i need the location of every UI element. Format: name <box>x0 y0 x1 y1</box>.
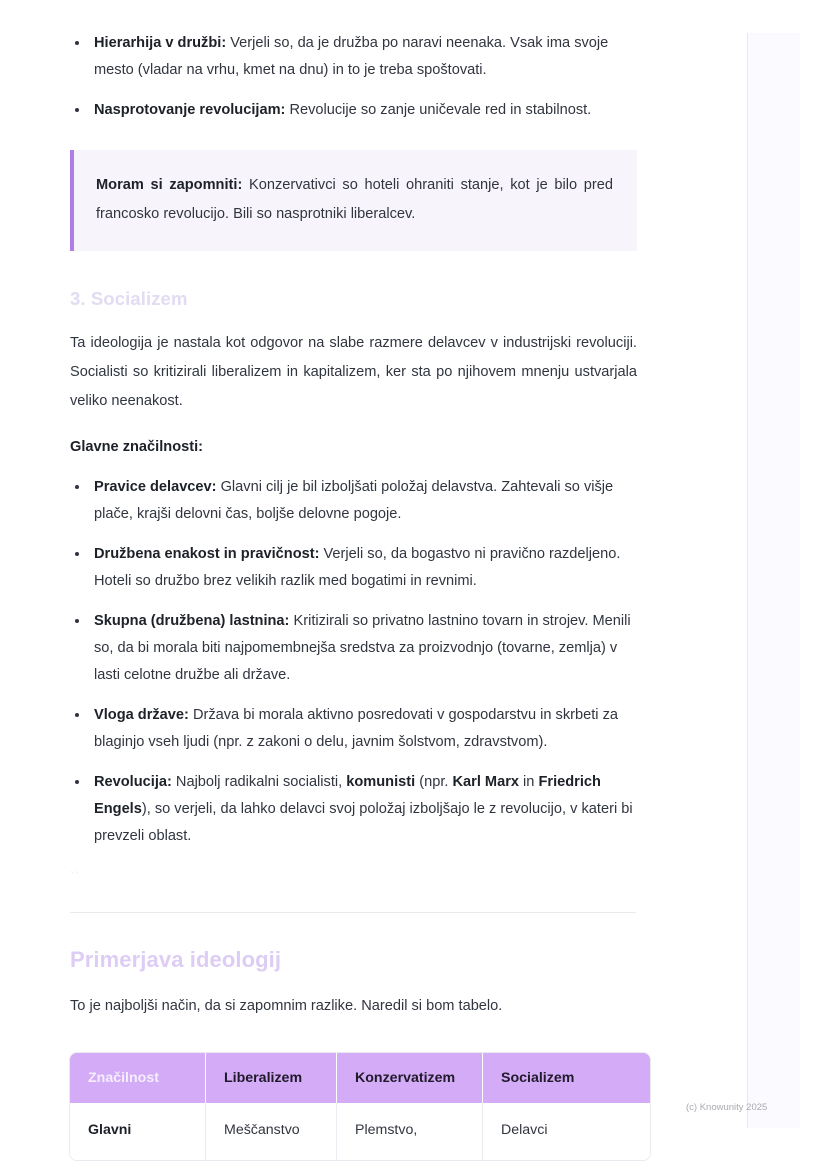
backtick-artifact: `` <box>70 869 79 884</box>
revolution-bold-friedrich-engels: Friedrich Engels <box>94 774 601 817</box>
comparison-table-wrap <box>70 1053 650 1160</box>
bullet-dot-icon <box>75 108 79 112</box>
list-item-lead: Vloga države: <box>94 707 189 723</box>
section-heading-socializem: 3. Socializem <box>70 288 188 309</box>
list-item-revolucija <box>70 769 637 850</box>
table-cell: Glavni <box>70 1103 206 1160</box>
callout-text: Konzervativci so hoteli ohraniti stanje, kot je bilo pred francosko revolucijo. Bili so nasprotniki liberalcev. <box>96 177 613 222</box>
callout-lead: Moram si zapomniti: <box>96 177 243 193</box>
table-header-cell-konzervatizem: Konzervatizem <box>337 1053 483 1103</box>
list-item <box>70 97 637 124</box>
table-header-cell-znacilnost: Značilnost <box>70 1053 206 1103</box>
revolution-part4: ), so verjeli, da lahko delavci svoj položaj izboljšajo le z revolucijo, v kateri bi prevzeli oblast. <box>94 801 633 844</box>
list-item <box>70 608 637 689</box>
document-content <box>70 30 637 1160</box>
table-header-cell-socializem: Socializem <box>483 1053 650 1103</box>
bullet-dot-icon <box>75 780 79 784</box>
revolution-bold-karl-marx: Karl Marx <box>452 774 519 790</box>
table-body <box>70 1103 650 1160</box>
revolution-bold-komunisti: komunisti <box>346 774 416 790</box>
socialism-intro-paragraph: Ta ideologija je nastala kot odgovor na slabe razmere delavcev v industrijski revoluciji. Socialisti so kritizirali liberalizem in kapitalizem, ker sta po njihovem mnenju ustvarjala veliko neenakost. <box>70 335 637 409</box>
list-item-lead: Hierarhija v družbi: <box>94 35 227 51</box>
socialism-subheading: Glavne značilnosti: <box>70 439 203 455</box>
copyright-notice: (c) Knowunity 2025 <box>686 1102 768 1113</box>
list-item-text: Verjeli so, da bogastvo ni pravično razdeljeno. Hoteli so družbo brez velikih razlik med bogatimi in revnimi. <box>94 546 621 589</box>
table-header <box>70 1053 650 1103</box>
bullet-dot-icon <box>75 552 79 556</box>
list-item-text: Glavni cilj je bil izboljšati položaj delavstva. Zahtevali so višje plače, krajši delovni čas, boljše delovne pogoje. <box>94 479 614 522</box>
list-item-text: Kritizirali so privatno lastnino tovarn in strojev. Menili so, da bi morala biti najpomembnejša sredstva za proizvodnjo (tovarne, zemlja) v lasti celotne družbe ali države. <box>94 613 631 683</box>
page-side-panel <box>747 33 800 1128</box>
bullet-dot-icon <box>75 485 79 489</box>
bullet-dot-icon <box>75 619 79 623</box>
list-item-lead: Družbena enakost in pravičnost: <box>94 546 320 562</box>
remember-callout <box>70 150 637 251</box>
list-item-text: Verjeli so, da je družba po naravi neenaka. Vsak ima svoje mesto (vladar na vrhu, kmet na dnu) in to je treba spoštovati. <box>94 35 609 78</box>
list-item-text: Revolucije so zanje uničevale red in stabilnost. <box>285 102 592 118</box>
socialism-bullet-list <box>70 474 637 850</box>
comparison-intro-paragraph: To je najboljši način, da si zapomnim razlike. Naredil si bom tabelo. <box>70 998 503 1014</box>
table-row <box>70 1103 650 1160</box>
comparison-table <box>70 1053 650 1160</box>
socialism-bullet-list-wrap <box>70 474 637 850</box>
revolution-part3: in <box>519 774 539 790</box>
list-item <box>70 474 637 528</box>
table-header-cell-liberalizem: Liberalizem <box>206 1053 337 1103</box>
list-item-lead: Nasprotovanje revolucijam: <box>94 102 286 118</box>
table-cell: Meščanstvo <box>206 1103 337 1160</box>
section-divider <box>70 912 636 913</box>
list-item-lead: Pravice delavcev: <box>94 479 217 495</box>
table-cell: Plemstvo, <box>337 1103 483 1160</box>
list-item-lead: Revolucija: <box>94 774 172 790</box>
bullet-dot-icon <box>75 41 79 45</box>
list-item <box>70 30 637 84</box>
bullet-dot-icon <box>75 713 79 717</box>
callout-paragraph <box>96 171 613 229</box>
list-item <box>70 541 637 595</box>
revolution-part2: (npr. <box>415 774 453 790</box>
conservatism-bullet-list <box>70 30 637 124</box>
section-heading-primerjava: Primerjava ideologij <box>70 947 282 972</box>
table-cell: Delavci <box>483 1103 650 1160</box>
list-item-text: Država bi morala aktivno posredovati v gospodarstvu in skrbeti za blaginjo vseh ljudi (npr. z zakoni o delu, javnim šolstvom, zdravstvom). <box>94 707 618 750</box>
list-item-lead: Skupna (družbena) lastnina: <box>94 613 290 629</box>
list-item <box>70 702 637 756</box>
revolution-part1: Najbolj radikalni socialisti, <box>171 774 347 790</box>
table-header-row <box>70 1053 650 1103</box>
